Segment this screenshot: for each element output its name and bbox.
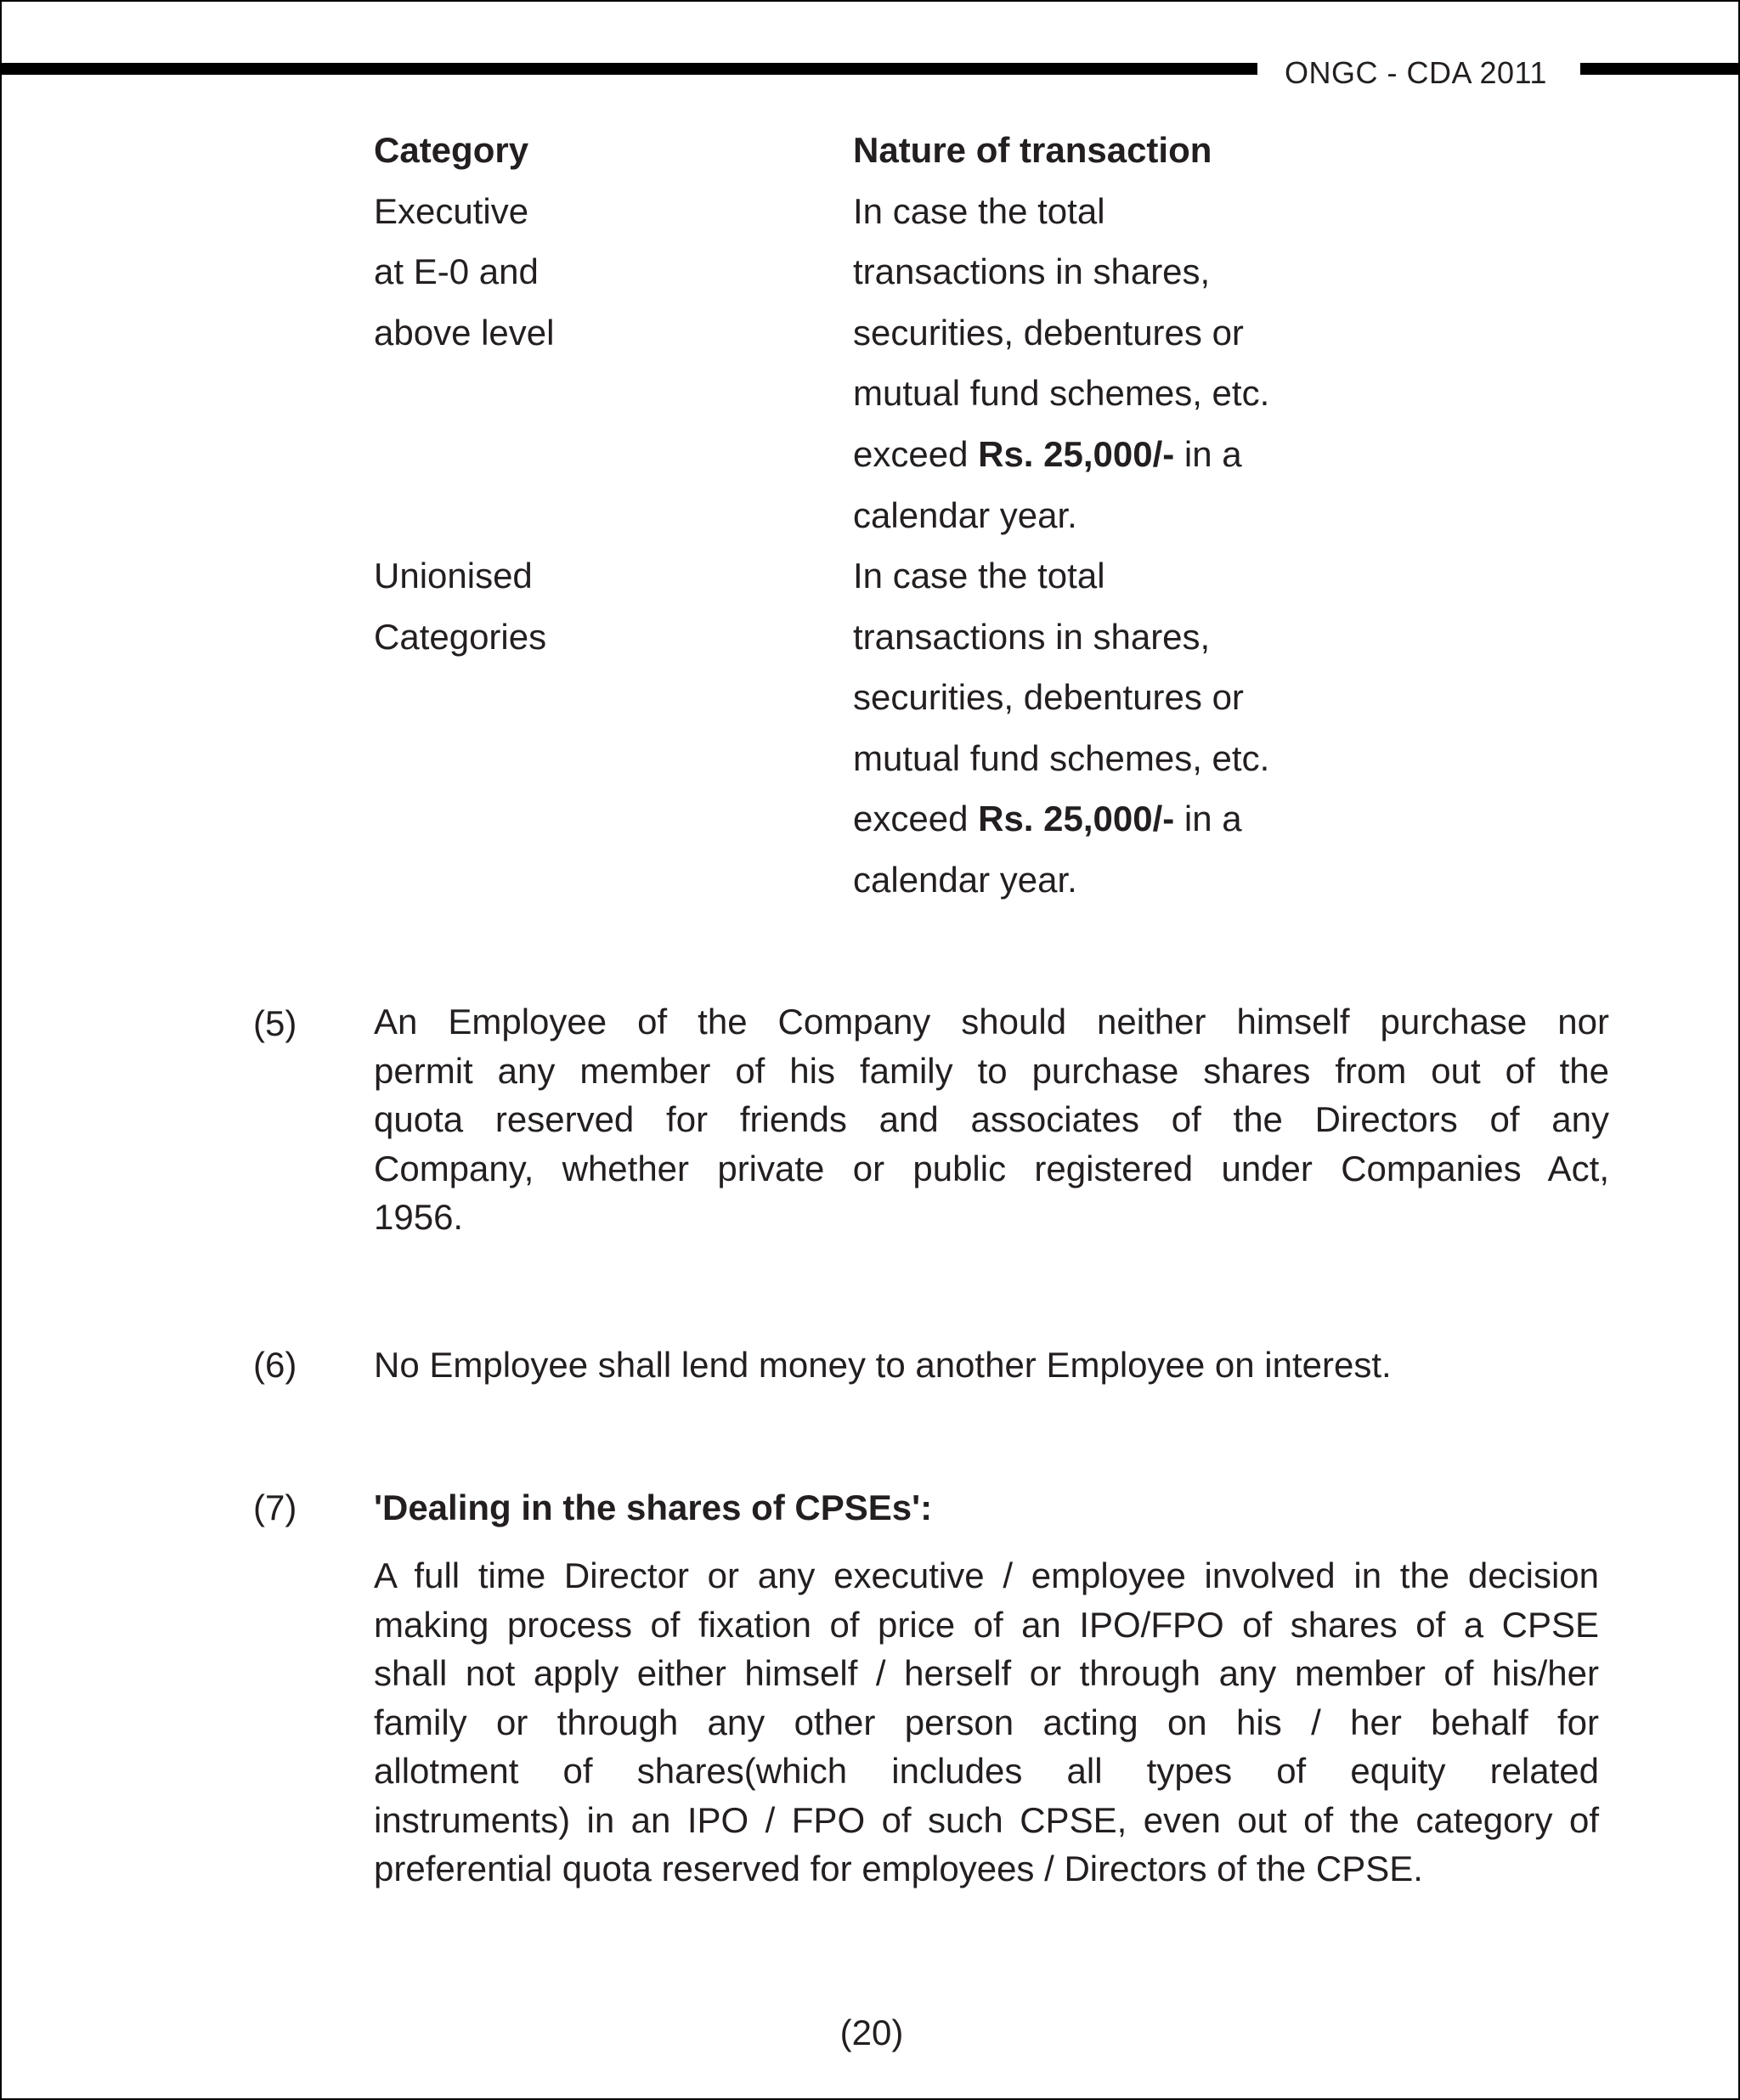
row1-nature-line4: mutual fund schemes, etc. (853, 373, 1270, 413)
clause-5-line3: quota reserved for friends and associates of the Directors of any (374, 1099, 1609, 1139)
clause-7-line6: instruments) in an IPO / FPO of such CPSE, even out of the category of (374, 1799, 1599, 1840)
clause-7-heading: 'Dealing in the shares of CPSEs': (374, 1488, 933, 1527)
row1-nature-line1: In case the total (853, 191, 1105, 231)
header-rule-left (2, 63, 1257, 75)
row1-amount: Rs. 25,000/- (978, 434, 1175, 474)
row2-amount: Rs. 25,000/- (978, 799, 1175, 838)
clause-5-line5: 1956. (374, 1197, 464, 1237)
clause-5-text (374, 997, 1609, 1242)
clause-5-line1: An Employee of the Company should neither himself purchase nor (374, 1002, 1609, 1042)
clause-5-line4: Company, whether private or public registered under Companies Act, (374, 1148, 1609, 1188)
row1-category-line3: above level (374, 313, 555, 353)
row1-nature-line6: calendar year. (853, 495, 1077, 535)
table-heading-nature: Nature of transaction (853, 130, 1212, 170)
row2-nature-line6: calendar year. (853, 860, 1077, 900)
clause-7-line7: preferential quota reserved for employees / Directors of the CPSE. (374, 1849, 1423, 1888)
header-title: ONGC - CDA 2011 (1285, 55, 1547, 90)
page-number: (20) (839, 2012, 904, 2052)
clause-7-number: (7) (253, 1488, 297, 1527)
row2-in-a-text: in a (1174, 799, 1242, 838)
row2-nature-line1: In case the total (853, 556, 1105, 596)
clause-7-line3: shall not apply either himself / herself or through any member of his/her (374, 1653, 1599, 1693)
row2-nature-line5 (853, 798, 1242, 840)
row2-nature-line3: securities, debentures or (853, 677, 1244, 717)
row1-nature-line2: transactions in shares, (853, 251, 1211, 291)
clause-7-line2: making process of fixation of price of an IPO/FPO of shares of a CPSE (374, 1604, 1599, 1645)
row2-nature-line2: transactions in shares, (853, 617, 1211, 657)
row1-nature-line5 (853, 433, 1242, 476)
table-heading-category: Category (374, 130, 529, 170)
clause-5-line2: permit any member of his family to purchase shares from out of the (374, 1050, 1609, 1091)
row1-category-line1: Executive (374, 191, 529, 231)
row2-category-line1: Unionised (374, 556, 533, 596)
header-rule-right (1580, 63, 1740, 75)
row2-exceed-text: exceed (853, 799, 979, 838)
row1-category-line2: at E-0 and (374, 251, 539, 291)
clause-6-number: (6) (253, 1345, 297, 1385)
row2-category-line2: Categories (374, 617, 547, 657)
clause-6-text: No Employee shall lend money to another Employee on interest. (374, 1345, 1392, 1385)
row1-nature-line3: securities, debentures or (853, 313, 1244, 353)
clause-7-line1: A full time Director or any executive / employee involved in the decision (374, 1555, 1599, 1595)
clause-7-line4: family or through any other person acting on his / her behalf for (374, 1702, 1599, 1742)
row1-exceed-text: exceed (853, 434, 979, 474)
row1-in-a-text: in a (1174, 434, 1242, 474)
row2-nature-line4: mutual fund schemes, etc. (853, 738, 1270, 778)
clause-5-number: (5) (253, 1003, 297, 1043)
clause-7-text (374, 1551, 1599, 1894)
clause-7-line5: allotment of shares(which includes all types of equity related (374, 1751, 1599, 1791)
